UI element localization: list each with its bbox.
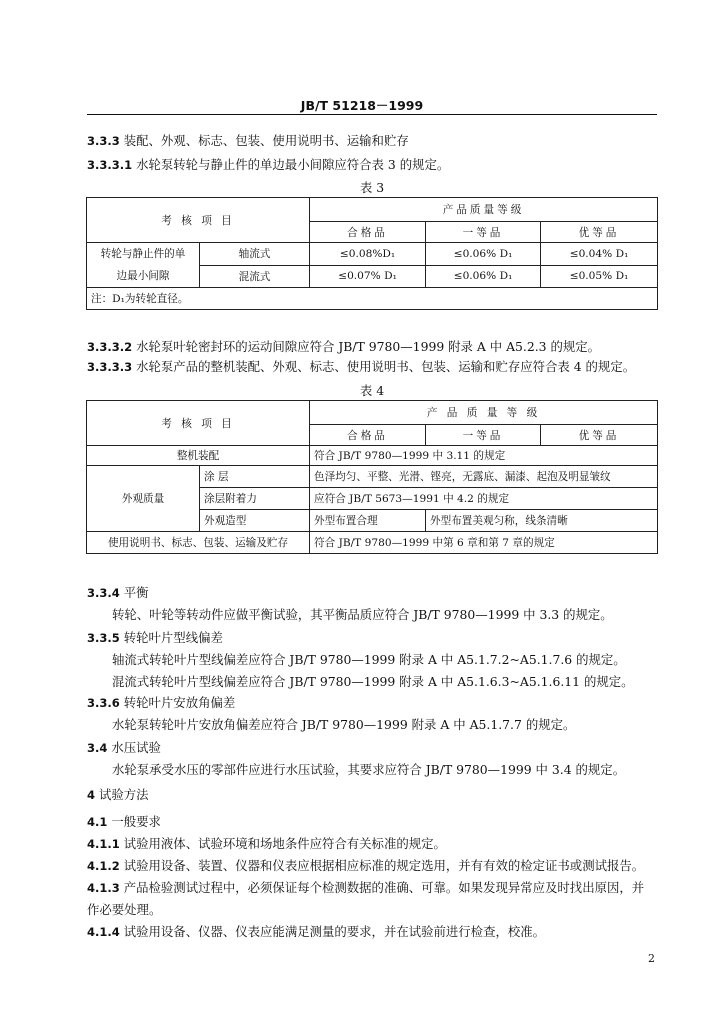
section-3-3-3-2: 3.3.3.2 水轮泵叶轮密封环的运动间隙应符合 JB/T 9780—1999 附录 A 中 A5.2.3 的规定。	[87, 339, 601, 354]
table-3-grade-first: 一等品	[426, 222, 541, 243]
section-3-3-3-3: 3.3.3.3 水轮泵产品的整机装配、外观、标志、使用说明书、包装、运输和贮存应符合表 4 的规定。	[87, 359, 636, 374]
section-3-3-3: 3.3.3 装配、外观、标志、包装、使用说明书、运输和贮存	[87, 133, 409, 148]
table-3-cell: ≤0.07% D₁	[310, 265, 426, 288]
table-4-caption: 表 4	[359, 383, 385, 398]
section-4-1: 4.1 一般要求	[87, 814, 161, 829]
table-3	[86, 197, 658, 310]
standard-number: JB/T 51218－1999	[300, 98, 424, 113]
section-3-3-5-body-2: 混流式转轮叶片型线偏差应符合 JB/T 9780—1999 附录 A 中 A5.1.6.3~A5.1.6.11 的规定。	[112, 674, 634, 689]
section-3-4-body: 水轮泵承受水压的零部件应进行水压试验，其要求应符合 JB/T 9780—1999 中 3.4 的规定。	[112, 762, 626, 777]
section-4: 4 试验方法	[87, 787, 149, 802]
table-4-grade-qualified: 合格品	[310, 425, 426, 446]
table-4-appearance-label: 外观质量	[87, 466, 200, 532]
table-4-assembly-label: 整机装配	[87, 446, 310, 466]
section-3-3-4: 3.3.4 平衡	[87, 585, 149, 600]
table-4-manual-label: 使用说明书、标志、包装、运输及贮存	[87, 532, 310, 554]
table-4	[86, 400, 658, 554]
section-4-1-4: 4.1.4 试验用设备、仪器、仪表应能满足测量的要求，并在试验前进行检查，校准。	[87, 924, 546, 939]
table-4-coating-value: 色泽均匀、平整、光滑、铿亮，无露底、漏漆、起泡及明显皱纹	[310, 466, 658, 488]
section-4-1-3: 4.1.3 产品检验测试过程中，必须保证每个检测数据的准确、可靠。如果发现异常应及时找出原因，并	[87, 880, 645, 895]
table-4-shape-value-1: 外型布置合理	[310, 510, 426, 532]
header-rule	[87, 114, 657, 115]
table-3-grade-excellent: 优等品	[541, 222, 658, 243]
table-3-cell: ≤0.08%D₁	[310, 243, 426, 266]
section-3-4: 3.4 水压试验	[87, 740, 161, 755]
section-3-3-5: 3.3.5 转轮叶片型线偏差	[87, 630, 223, 645]
table-4-grade-first: 一等品	[426, 425, 541, 446]
section-3-3-6: 3.3.6 转轮叶片安放角偏差	[87, 695, 236, 710]
table-3-type-axial: 轴流式	[200, 243, 310, 266]
table-3-cell: ≤0.06% D₁	[426, 243, 541, 266]
section-4-1-2: 4.1.2 试验用设备、装置、仪器和仪表应根据相应标准的规定选用，并有有效的检定证书或测试报告。	[87, 858, 645, 873]
table-3-row-label: 转轮与静止件的单 边最小间隙	[87, 243, 200, 288]
table-3-cell: ≤0.06% D₁	[426, 265, 541, 288]
table-4-shape-label: 外观造型	[200, 510, 310, 532]
table-4-grade-excellent: 优等品	[541, 425, 658, 446]
table-4-adhesion-value: 应符合 JB/T 5673—1991 中 4.2 的规定	[310, 488, 658, 510]
table-3-type-mixed: 混流式	[200, 265, 310, 288]
section-3-3-5-body-1: 轴流式转轮叶片型线偏差应符合 JB/T 9780—1999 附录 A 中 A5.1.7.2~A5.1.7.6 的规定。	[112, 652, 626, 667]
table-4-manual-value: 符合 JB/T 9780—1999 中第 6 章和第 7 章的规定	[310, 532, 658, 554]
section-4-1-3-continued: 作必要处理。	[87, 902, 162, 917]
table-4-assembly-value: 符合 JB/T 9780—1999 中 3.11 的规定	[310, 446, 658, 466]
table-4-head-grade: 产 品 质 量 等 级	[310, 401, 658, 425]
page-number: 2	[648, 952, 655, 965]
table-4-coating-label: 涂 层	[200, 466, 310, 488]
section-3-3-6-body: 水轮泵转轮叶片安放角偏差应符合 JB/T 9780—1999 附录 A 中 A5.1.7.7 的规定。	[112, 717, 576, 732]
section-3-3-3-1: 3.3.3.1 水轮泵转轮与静止件的单边最小间隙应符合表 3 的规定。	[87, 157, 450, 172]
section-4-1-1: 4.1.1 试验用液体、试验环境和场地条件应符合有关标准的规定。	[87, 836, 446, 851]
table-4-shape-value-2: 外型布置美观匀称，线条清晰	[426, 510, 658, 532]
table-3-grade-qualified: 合格品	[310, 222, 426, 243]
table-3-head-grade: 产品质量等级	[310, 198, 658, 222]
table-4-head-item: 考 核 项 目	[87, 401, 310, 446]
table-3-caption: 表 3	[359, 180, 385, 195]
table-3-note: 注：D₁为转轮直径。	[87, 288, 658, 310]
table-3-cell: ≤0.04% D₁	[541, 243, 658, 266]
table-4-adhesion-label: 涂层附着力	[200, 488, 310, 510]
table-3-cell: ≤0.05% D₁	[541, 265, 658, 288]
section-3-3-4-body: 转轮、叶轮等转动件应做平衡试验，其平衡品质应符合 JB/T 9780—1999 中 3.3 的规定。	[112, 607, 613, 622]
table-3-head-item: 考 核 项 目	[87, 198, 310, 243]
